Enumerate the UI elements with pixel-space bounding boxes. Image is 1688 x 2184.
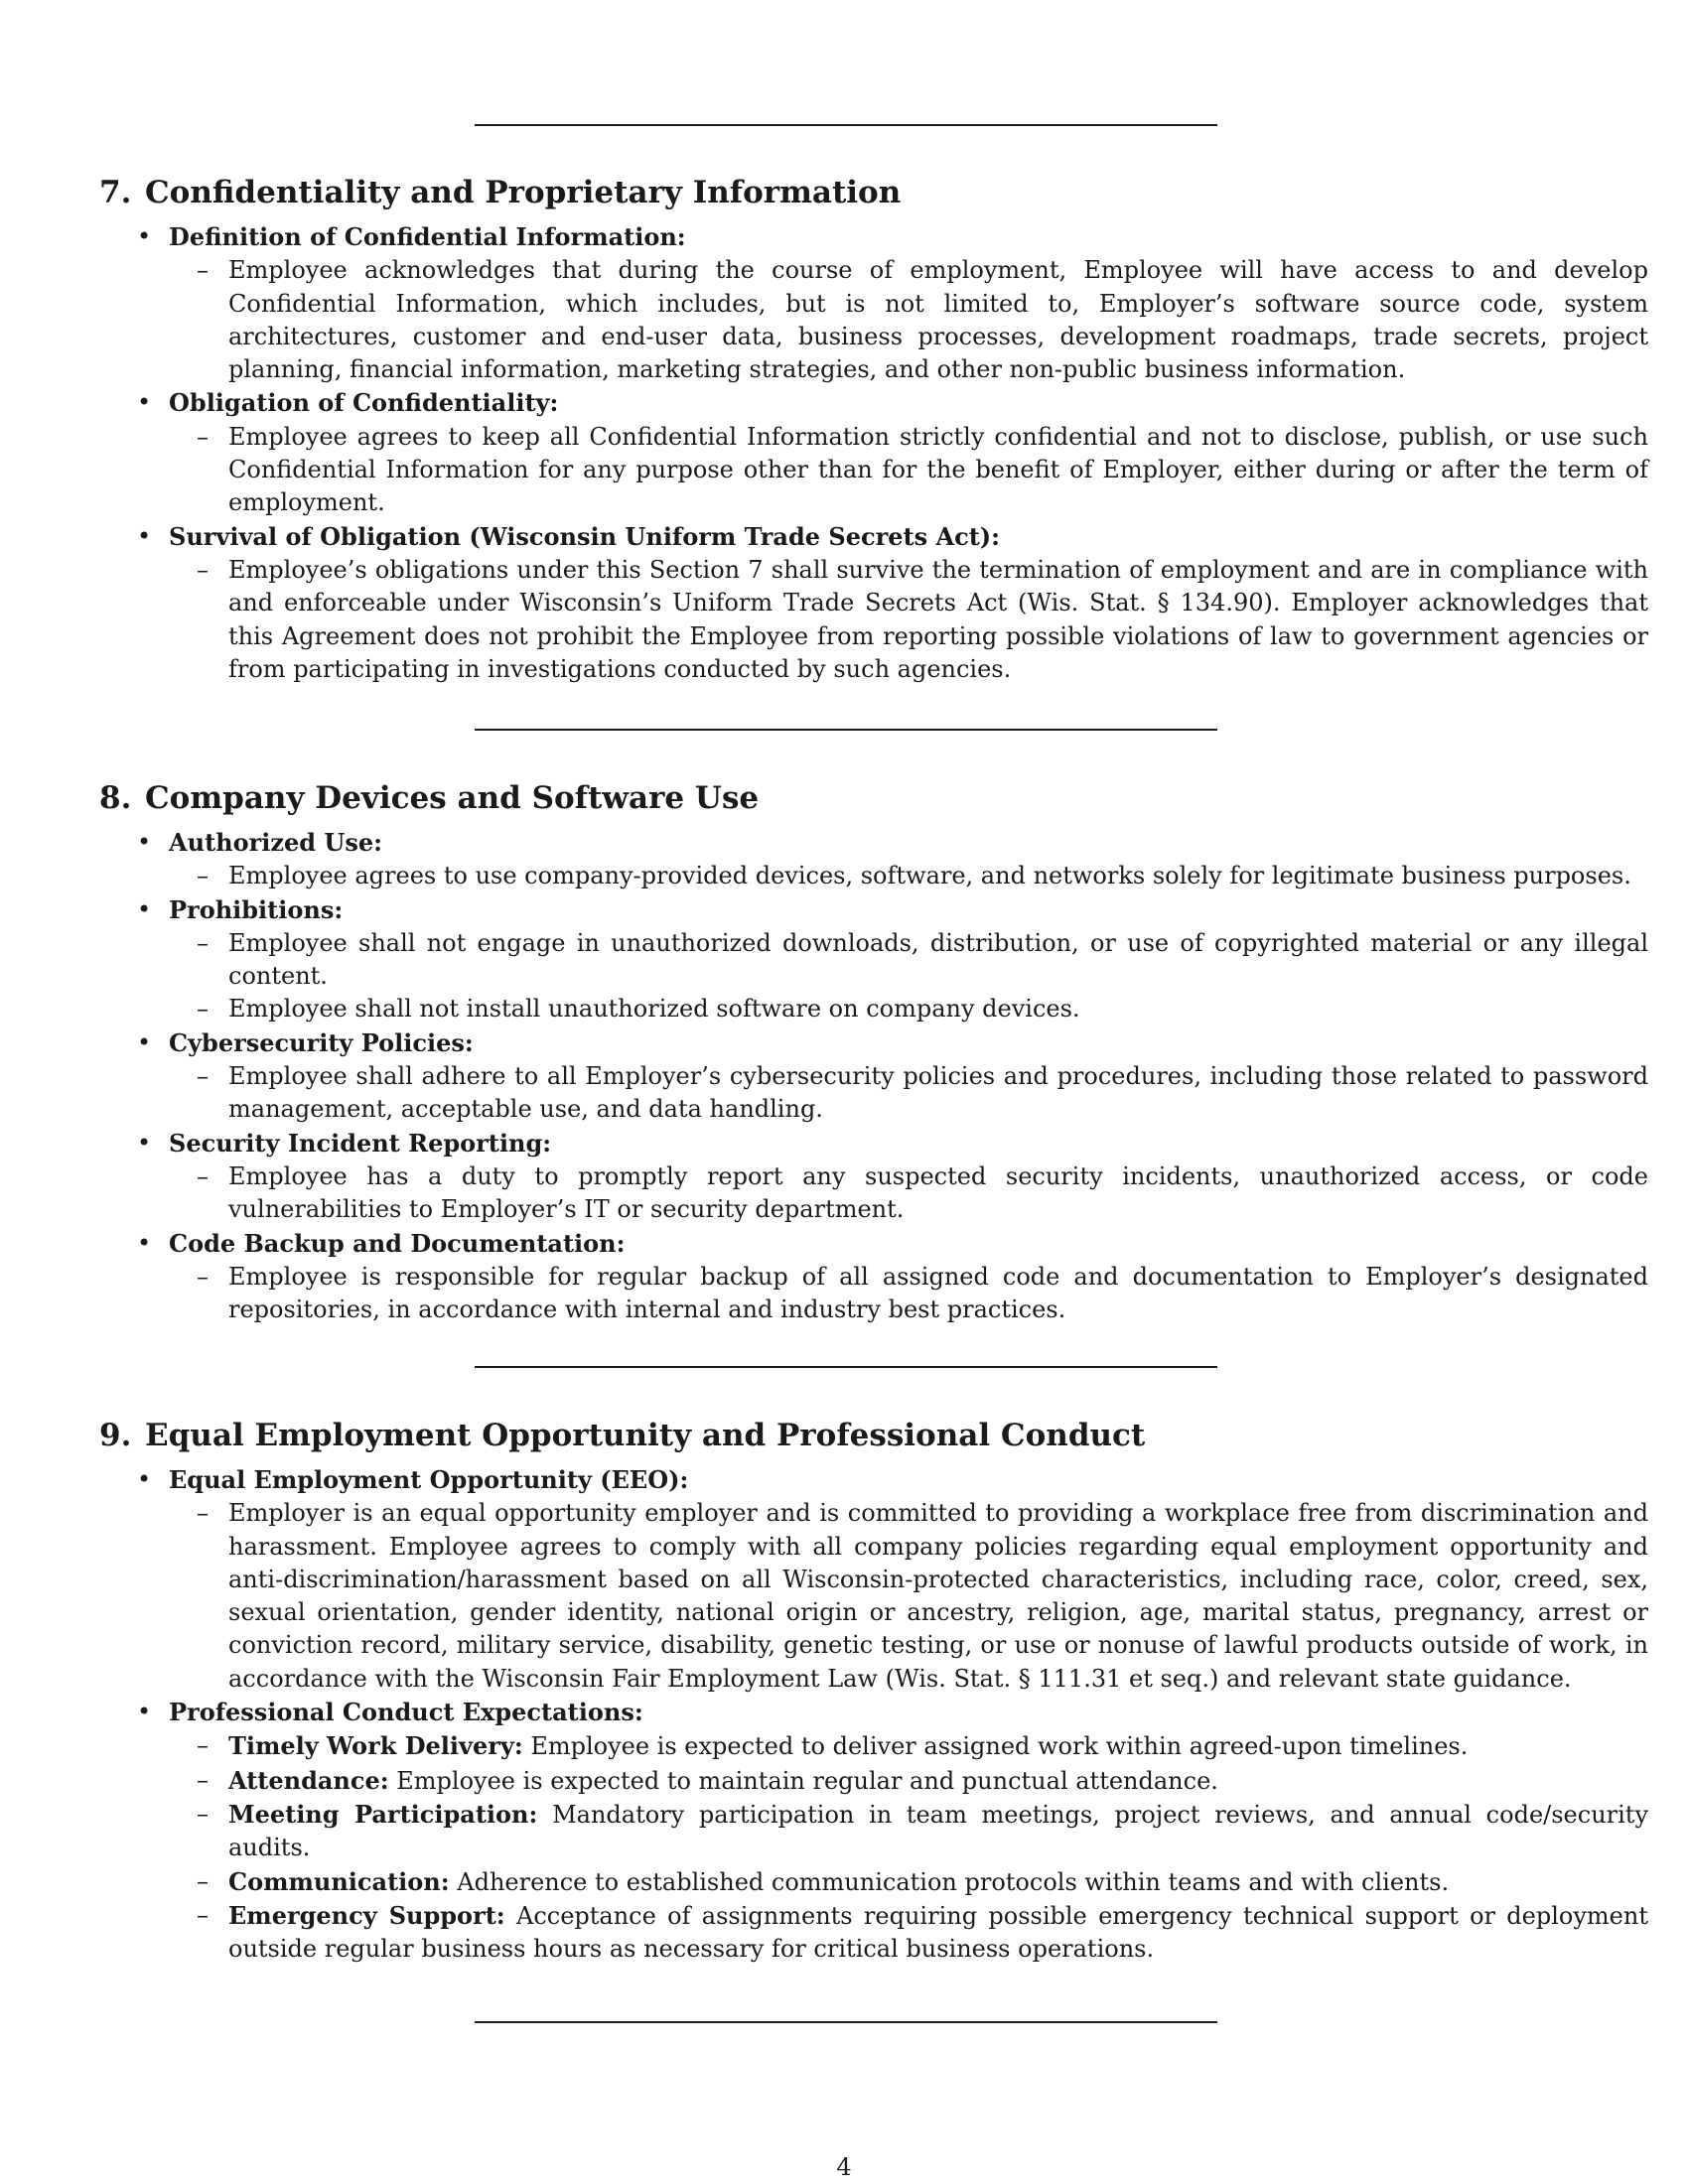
sub-list: [169, 927, 1648, 1026]
sub-item: [169, 1798, 1648, 1865]
sub-item-text: Mandatory participation in team meetings, project reviews, and annual code/security audits.: [228, 1800, 1648, 1862]
sub-item: [169, 1261, 1648, 1327]
sub-item-lead: Emergency Support:: [228, 1900, 505, 1930]
sub-item: [169, 421, 1648, 520]
sub-item-lead: Attendance:: [228, 1765, 389, 1795]
list-item: [99, 386, 1648, 519]
sub-item-lead: Communication:: [228, 1866, 450, 1896]
sub-item-lead: Meeting Participation:: [228, 1799, 538, 1829]
sub-list: [169, 1729, 1648, 1966]
sub-item: [169, 1729, 1648, 1763]
sub-list: [169, 421, 1648, 520]
sub-list: [169, 1261, 1648, 1327]
section-item-list: [99, 826, 1648, 1326]
item-title: Definition of Confidential Information:: [169, 222, 686, 251]
sub-item-text: Employee agrees to keep all Confidential Information strictly confidential and not to disclose, publish, or use such Confidential Information for any purpose other than for the benefit of Employer, either during or after the term of employment.: [228, 422, 1648, 517]
section-number: 9.: [99, 1418, 132, 1453]
section-heading: [99, 173, 1589, 212]
section-heading: [99, 778, 1589, 818]
sub-item-text: Acceptance of assignments requiring possible emergency technical support or deployment outside regular business hours as necessary for critical business operations.: [228, 1901, 1648, 1964]
list-item: [99, 1463, 1648, 1696]
item-title: Survival of Obligation (Wisconsin Uniform Trade Secrets Act):: [169, 521, 1000, 551]
section-9: [99, 1416, 1648, 1966]
section-title: Confidentiality and Proprietary Information: [145, 175, 902, 210]
section-number: 8.: [99, 780, 132, 816]
sub-item-text: Employee shall not install unauthorized software on company devices.: [228, 995, 1080, 1024]
sub-item: [169, 1899, 1648, 1967]
sub-item-text: Employee is expected to deliver assigned work within agreed-upon timelines.: [530, 1732, 1469, 1761]
sub-item-text: Employee has a duty to promptly report any suspected security incidents, unauthorized access, or code vulnerabilities to Employer’s IT or security department.: [228, 1161, 1648, 1224]
sub-item-text: Employer is an equal opportunity employer and is committed to providing a workplace free from discrimination and harassment. Employee agrees to comply with all company policies regarding equal employment opportunity and anti-discrimination/harassment based on all Wisconsin-protected characteristics, including race, color, creed, sex, sexual orientation, gender identity, national origin or ancestry, religion, age, marital status, pregnancy, arrest or conviction record, military service, disability, genetic testing, or use or nonuse of lawful products outside of work, in accordance with the Wisconsin Fair Employment Law (Wis. Stat. § 111.31 et seq.) and relevant state guidance.: [228, 1499, 1648, 1693]
sub-item-text: Employee is responsible for regular backup of all assigned code and documentation to Employer’s designated repositories, in accordance with internal and industry best practices.: [228, 1262, 1648, 1324]
list-item: [99, 893, 1648, 1026]
sub-list: [169, 1497, 1648, 1696]
item-title: Prohibitions:: [169, 894, 344, 924]
sub-list: [169, 860, 1631, 892]
sub-item: [169, 1497, 1648, 1696]
sub-list: [169, 554, 1648, 686]
list-item: [99, 1227, 1648, 1327]
list-item: [99, 1127, 1648, 1227]
sub-list: [169, 254, 1648, 386]
sub-item-text: Employee is expected to maintain regular and punctual attendance.: [396, 1766, 1218, 1795]
item-title: Authorized Use:: [169, 828, 382, 857]
sub-item: [169, 1764, 1648, 1798]
sub-item: [169, 993, 1648, 1025]
section-divider: [475, 1366, 1217, 1368]
item-title: Obligation of Confidentiality:: [169, 388, 559, 418]
section-divider: [475, 729, 1217, 731]
sub-list: [169, 1160, 1648, 1227]
sub-item-lead: Timely Work Delivery:: [228, 1731, 523, 1761]
sub-item: [169, 927, 1648, 994]
sub-item: [169, 1865, 1648, 1899]
list-item: [99, 520, 1648, 686]
section-divider: [475, 2021, 1217, 2023]
list-item: [99, 1696, 1648, 1966]
sub-item: [169, 254, 1648, 386]
section-number: 7.: [99, 175, 132, 210]
sub-item-text: Adherence to established communication protocols within teams and with clients.: [457, 1867, 1450, 1896]
item-title: Code Backup and Documentation:: [169, 1228, 626, 1258]
section-heading: [99, 1416, 1589, 1455]
section-title: Equal Employment Opportunity and Professional Conduct: [145, 1418, 1146, 1453]
section-8: [99, 778, 1648, 1326]
item-title: Professional Conduct Expectations:: [169, 1698, 643, 1727]
list-item: [99, 826, 1631, 893]
item-title: Security Incident Reporting:: [169, 1128, 552, 1158]
sub-item-text: Employee shall adhere to all Employer’s cybersecurity policies and procedures, including those related to password management, acceptable use, and data handling.: [228, 1062, 1648, 1124]
sub-item: [169, 1060, 1648, 1127]
section-item-list: [99, 1463, 1648, 1966]
list-item: [99, 1026, 1648, 1127]
item-title: Cybersecurity Policies:: [169, 1027, 474, 1057]
section-divider: [475, 124, 1217, 126]
sub-item: [169, 1160, 1648, 1227]
sub-item-text: Employee’s obligations under this Section 7 shall survive the termination of employment and are in compliance with and enforceable under Wisconsin’s Uniform Trade Secrets Act (Wis. Stat. § 134.90). Employer acknowledges that this Agreement does not prohibit the Employee from reporting possible violations of law to government agencies or from participating in investigations conducted by such agencies.: [228, 555, 1648, 683]
item-title: Equal Employment Opportunity (EEO):: [169, 1465, 689, 1494]
section-title: Company Devices and Software Use: [145, 780, 760, 816]
sub-item-text: Employee acknowledges that during the course of employment, Employee will have access to and develop Confidential Information, which includes, but is not limited to, Employer’s software source code, system architectures, customer and end-user data, business processes, development roadmaps, trade secrets, project planning, financial information, marketing strategies, and other non-public business information.: [228, 256, 1648, 384]
list-item: [99, 220, 1648, 386]
sub-item-text: Employee shall not engage in unauthorized downloads, distribution, or use of copyrighted material or any illegal content.: [228, 928, 1648, 991]
sub-item-text: Employee agrees to use company-provided devices, software, and networks solely for legitimate business purposes.: [228, 862, 1631, 890]
sub-item: [169, 554, 1648, 686]
section-item-list: [99, 220, 1648, 686]
page-number: 4: [836, 2153, 852, 2181]
sub-item: [169, 860, 1648, 892]
sub-list: [169, 1060, 1648, 1127]
section-7: [99, 173, 1648, 686]
